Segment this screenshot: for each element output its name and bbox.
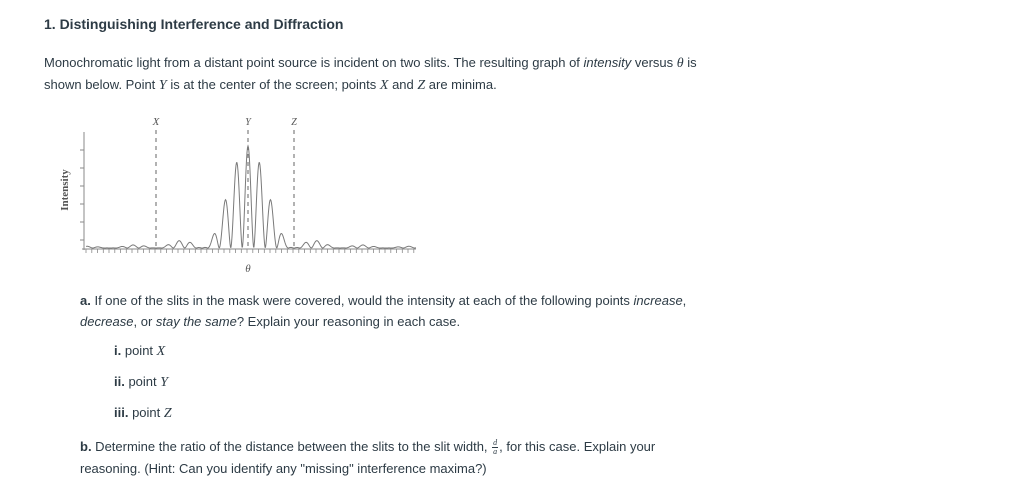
part-b-text: reasoning. (Hint: Can you identify any "missing" interference maxima?): [80, 461, 487, 476]
part-b-text: Determine the ratio of the distance between the slits to the slit width,: [91, 439, 492, 454]
intensity-term: intensity: [583, 55, 632, 70]
part-a-text: ,: [682, 293, 687, 308]
point-x-symbol: X: [379, 78, 389, 93]
point-x-symbol: X: [156, 344, 166, 359]
problem-title: 1. Distinguishing Interference and Diffraction: [44, 16, 344, 32]
point-z-symbol: Z: [163, 406, 172, 421]
intro-text: are minima.: [425, 77, 497, 92]
x-axis-label: θ: [245, 263, 251, 275]
intro-text: shown below. Point: [44, 77, 159, 92]
fraction-denominator: a: [493, 447, 498, 457]
point-z-symbol: Z: [417, 78, 426, 93]
subquestion-point-y: [114, 374, 168, 391]
intro-text: Monochromatic light from a distant point source is incident on two slits. The resulting graph of: [44, 55, 584, 70]
fraction-numerator: d: [493, 438, 498, 448]
decrease-term: decrease: [80, 314, 134, 329]
d-over-a-fraction: [492, 439, 498, 456]
part-b-text: , for this case. Explain your: [499, 439, 656, 454]
marker-label-x: X: [152, 116, 160, 128]
stay-same-term: stay the same: [155, 314, 237, 329]
intro-text: is: [683, 55, 697, 70]
problem-intro: [44, 52, 784, 96]
subquestion-text: point: [128, 405, 164, 420]
subquestion-point-z: [114, 405, 172, 422]
part-a-text: If one of the slits in the mask were covered, would the intensity at each of the following points: [90, 293, 634, 308]
part-b-label: b.: [80, 439, 92, 454]
part-b-question: [80, 436, 740, 480]
subquestion-number: i.: [114, 343, 122, 358]
part-a-text: , or: [133, 314, 156, 329]
y-axis-label: Intensity: [59, 169, 71, 211]
part-a-text: ? Explain your reasoning in each case.: [236, 314, 461, 329]
intensity-curve: [86, 146, 416, 248]
part-a-label: a.: [80, 293, 91, 308]
theta-symbol: θ: [676, 56, 684, 71]
intro-text: versus: [631, 55, 677, 70]
intro-text: is at the center of the screen; points: [166, 77, 380, 92]
marker-label-z: Z: [291, 117, 297, 128]
part-a-question: [80, 290, 740, 332]
x-ticks: [86, 249, 414, 253]
marker-label-y: Y: [245, 117, 251, 128]
intensity-graph: [52, 110, 422, 280]
point-y-symbol: Y: [160, 375, 169, 390]
subquestion-text: point: [124, 374, 161, 389]
subquestion-text: point: [121, 343, 157, 358]
increase-term: increase: [633, 293, 683, 308]
subquestion-point-x: [114, 343, 165, 360]
point-y-symbol: Y: [158, 78, 167, 93]
subquestion-number: ii.: [114, 374, 125, 389]
intro-text: and: [388, 77, 418, 92]
subquestion-number: iii.: [114, 405, 129, 420]
intensity-figure: [52, 110, 422, 280]
